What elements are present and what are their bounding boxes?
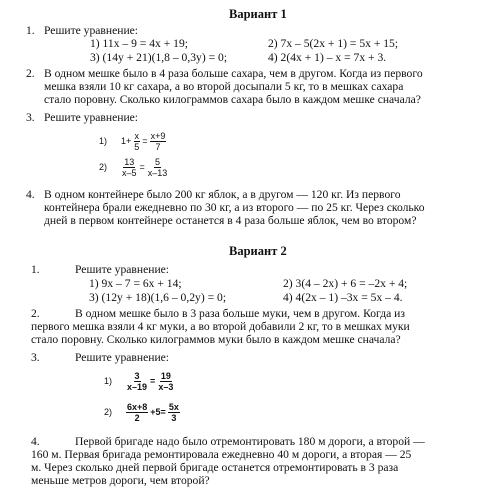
task-3-prompt: Решите уравнение: [75,351,170,364]
fraction: $\frac{19}{x-3}$ [158,371,174,392]
equation-1-1: 1) 11x – 9 = 4x + 19; [90,37,188,50]
task-4-line-2: 160 м. Первая бригада ремонтировала ежедневно 40 м дороги, а вторая — 25 [31,448,412,461]
fraction-equation-1: 1) $\frac{3}{x-19}$ = $\frac{19}{x-3}$ [104,371,174,392]
task-1-prompt: Решите уравнение: [75,263,170,276]
equation-lead: 1+ [121,136,132,146]
equation-label: 2) [104,407,113,417]
task-4-line-3: м. Через сколько дней первой бригаде останется отремонтировать в 3 раза [31,461,399,474]
fraction: $\frac{13}{x-5}$ [122,157,137,178]
task-1-number: 1. [31,263,40,276]
task-4-line-2: контейнера брали ежедневно по 30 кг, а из второго — по 25 кг. Через сколько [44,201,425,214]
task-4-number: 4. [26,188,35,201]
task-4-line-1: Первой бригаде надо было отремонтировать 180 м дороги, а второй — [75,435,425,448]
equation-1-4: 4) 2(4x + 1) – x = 7x + 3. [268,51,387,64]
task-2-number: 2. [26,67,35,80]
task-2-line-2: первого мешка взяли 4 кг муки, а во второй добавили 2 кг, то в мешках муки [31,320,410,333]
equation-1-3: 3) (12y + 18)(1,6 – 0,2y) = 0; [89,291,227,304]
task-4-line-4: меньше метров дороги, чем второй? [31,474,210,487]
fraction-equation-2: 2) $\frac{13}{x-5}$ = $\frac{5}{x-13}$ [99,157,168,178]
fraction-equation-1: 1) 1+ $\frac{x}{5}$ = $\frac{x+9}{7}$ [99,131,166,152]
task-1-prompt: Решите уравнение: [44,24,139,37]
fraction: $\frac{x}{5}$ [134,131,140,152]
task-3-prompt: Решите уравнение: [44,111,139,124]
fraction: $\frac{5}{x-13}$ [147,157,168,178]
equation-1-2: 2) 7x – 5(2x + 1) = 5x + 15; [268,37,399,50]
task-4-line-3: дней в первом контейнере останется в 4 раза больше яблок, чем во втором? [44,214,417,227]
equation-1-4: 4) 4(2x – 1) –3x = 5x – 4. [283,291,403,304]
fraction: $\frac{x+9}{7}$ [150,131,166,152]
task-2-line-1: В одном мешке было в 4 раза больше сахара, чем в другом. Когда из первого [44,67,423,80]
task-3-number: 3. [31,351,40,364]
task-4-number: 4. [31,435,40,448]
equation-1-2: 2) 3(4 – 2x) + 6 = –2x + 4; [283,277,408,290]
fraction: $\frac{5x}{3}$ [168,402,179,423]
task-2-line-1: В одном мешке было в 3 раза больше муки, чем в другом. Когда из [75,307,405,320]
fraction-equation-2: 2) $\frac{6x+8}{2}$ +5= $\frac{5x}{3}$ [104,402,179,423]
variant-2-title: Вариант 2 [229,244,287,258]
variant-1-title: Вариант 1 [229,7,287,21]
task-2-line-3: стало поровну. Сколько килограммов муки было в каждом мешке сначала? [31,333,401,346]
fraction: $\frac{3}{x-19}$ [127,371,148,392]
task-2-line-3: стало поровну. Сколько килограммов сахара было в каждом мешке сначала? [44,93,421,106]
equation-1-1: 1) 9x – 7 = 6x + 14; [89,277,182,290]
equation-1-3: 3) (14y + 21)(1,8 – 0,3y) = 0; [90,51,228,64]
equation-label: 1) [104,376,113,386]
task-2-number: 2. [31,307,40,320]
fraction: $\frac{6x+8}{2}$ [127,402,148,423]
task-3-number: 3. [26,111,35,124]
equation-label: 1) [99,136,108,146]
task-2-line-2: мешка взяли 10 кг сахара, а во второй досыпали 5 кг, то в мешках сахара [44,80,404,93]
task-4-line-1: В одном контейнере было 200 кг яблок, а в другом — 120 кг. Из первого [44,188,401,201]
equation-label: 2) [99,162,108,172]
task-1-number: 1. [26,24,35,37]
